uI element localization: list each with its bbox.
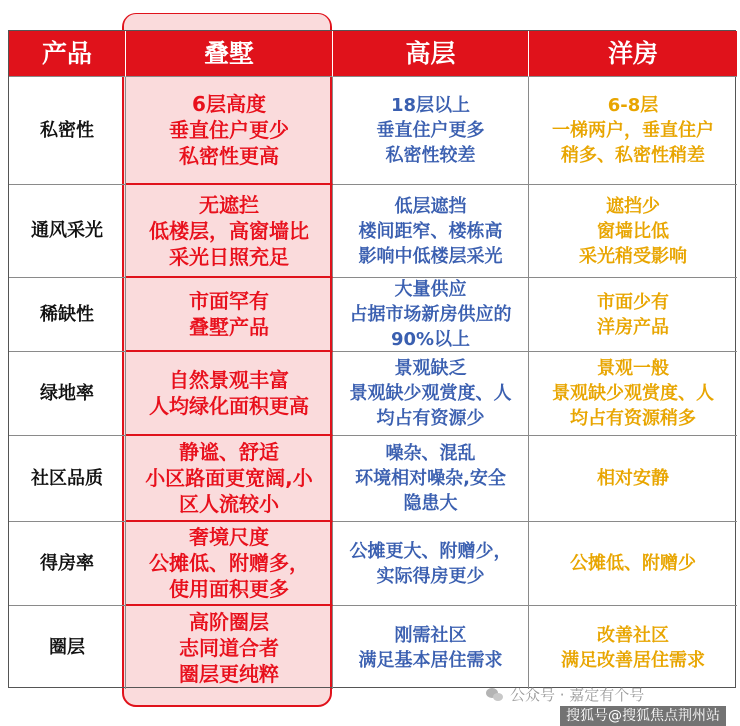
cell-line: 大量供应	[394, 279, 467, 300]
cell-line: 90%以上	[390, 329, 471, 350]
cell-line: 公摊低、附赠多，	[149, 551, 309, 575]
cell-line: 隐患大	[403, 493, 458, 514]
cell-line: 采光稍受影响	[579, 245, 687, 267]
western-house-cell	[529, 278, 737, 352]
cell-line: 满足基本居住需求	[358, 649, 503, 671]
row-label: 得房率	[9, 522, 126, 606]
cell-line: 静谧、舒适	[179, 440, 279, 464]
villa-cell	[126, 352, 333, 436]
cell-line: 稍多、私密性稍差	[561, 145, 705, 166]
cell-line: 私密性较差	[385, 145, 476, 166]
high-rise-cell	[333, 352, 529, 436]
western-house-cell	[529, 185, 737, 278]
cell-line: 一梯两户，垂直住户	[552, 120, 714, 141]
high-rise-cell	[333, 185, 529, 278]
header-product: 产品	[9, 31, 126, 77]
cell-line: 相对安静	[597, 468, 669, 489]
cell-line: 公摊更大、附赠少，	[349, 540, 512, 562]
wechat-icon	[486, 688, 504, 702]
cell-line: 小区路面更宽阔,小	[145, 466, 313, 490]
high-rise-cell	[333, 522, 529, 606]
villa-cell	[126, 522, 333, 606]
row-label: 稀缺性	[9, 278, 126, 352]
row-label: 绿地率	[9, 352, 126, 436]
cell-line: 改善社区	[597, 624, 669, 646]
cell-line: 景观缺少观赏度、人	[349, 383, 512, 404]
cell-line: 低层遮挡	[394, 195, 467, 217]
high-rise-cell	[333, 278, 529, 352]
high-rise-cell	[333, 436, 529, 522]
cell-line: 圈层更纯粹	[179, 661, 279, 686]
cell-line: 18层以上	[390, 95, 471, 116]
cell-line: 低楼层，高窗墙比	[149, 218, 309, 243]
cell-line: 刚需社区	[394, 624, 467, 646]
watermark	[486, 686, 726, 724]
western-house-cell	[529, 606, 737, 689]
watermark-account	[486, 686, 726, 704]
watermark-line1: 公众号 · 嘉定有个号	[510, 686, 645, 704]
cell-line: 窗墙比低	[597, 220, 669, 242]
cell-line: 6层高度	[192, 92, 266, 116]
cell-line: 垂直住户更多	[376, 120, 485, 141]
cell-line: 噪杂、混乱	[385, 443, 476, 464]
row-label: 圈层	[9, 606, 126, 689]
high-rise-cell	[333, 606, 529, 689]
cell-line: 市面少有	[597, 291, 669, 313]
cell-line: 实际得房更少	[376, 565, 485, 587]
cell-line: 奢境尺度	[189, 525, 269, 549]
row-label: 社区品质	[9, 436, 126, 522]
cell-line: 景观缺少观赏度、人	[552, 383, 714, 404]
western-house-cell	[529, 522, 737, 606]
cell-line: 志同道合者	[179, 635, 279, 660]
villa-cell	[126, 77, 333, 185]
villa-cell	[126, 278, 333, 352]
villa-cell	[126, 436, 333, 522]
cell-line: 采光日照充足	[169, 244, 289, 269]
cell-line: 影响中低楼层采光	[358, 245, 503, 267]
cell-line: 垂直住户更少	[169, 118, 289, 142]
villa-cell	[126, 185, 333, 278]
row-label: 私密性	[9, 77, 126, 185]
comparison-table	[8, 30, 736, 688]
western-house-cell	[529, 352, 737, 436]
cell-line: 环境相对噪杂,安全	[355, 468, 506, 489]
cell-line: 区人流较小	[179, 492, 279, 516]
cell-line: 公摊低、附赠少	[570, 553, 696, 574]
cell-line: 自然景观丰富	[169, 368, 289, 392]
cell-line: 满足改善居住需求	[561, 649, 705, 671]
cell-line: 私密性更高	[179, 144, 279, 168]
cell-line: 6-8层	[607, 95, 659, 116]
cell-line: 占据市场新房供应的	[349, 304, 512, 325]
cell-line: 人均绿化面积更高	[149, 394, 309, 418]
villa-cell	[126, 606, 333, 689]
cell-line: 洋房产品	[597, 316, 669, 338]
watermark-line2: 搜狐号@搜狐焦点荆州站	[560, 706, 726, 726]
cell-line: 叠墅产品	[189, 315, 269, 339]
cell-line: 均占有资源少	[376, 408, 485, 429]
row-label: 通风采光	[9, 185, 126, 278]
cell-line: 使用面积更多	[169, 577, 289, 601]
header-high-rise: 高层	[333, 31, 529, 77]
header-western-house: 洋房	[529, 31, 737, 77]
cell-line: 均占有资源稍多	[570, 408, 696, 429]
header-villa: 叠墅	[126, 31, 333, 77]
western-house-cell	[529, 77, 737, 185]
western-house-cell	[529, 436, 737, 522]
cell-line: 楼间距窄、楼栋高	[358, 220, 503, 242]
cell-line: 无遮拦	[199, 192, 259, 217]
cell-line: 遮挡少	[606, 195, 660, 217]
high-rise-cell	[333, 77, 529, 185]
cell-line: 景观一般	[597, 358, 669, 379]
cell-line: 市面罕有	[189, 289, 269, 313]
cell-line: 景观缺乏	[394, 358, 467, 379]
cell-line: 高阶圈层	[189, 609, 269, 634]
